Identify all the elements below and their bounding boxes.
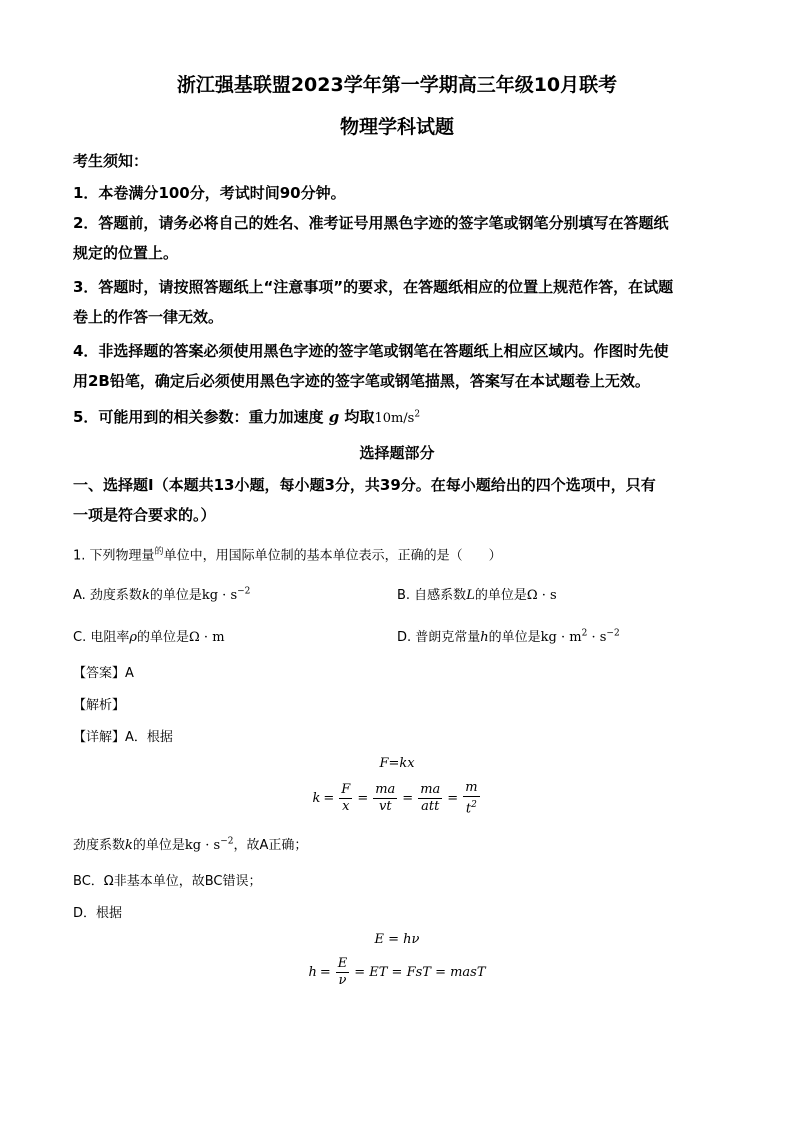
- part1-instruction-line-2: 一项是符合要求的。）: [73, 506, 216, 524]
- conclusion-a: 劲度系数k的单位是kg · $s^{-2}$，故A正确；: [73, 836, 308, 853]
- detail-label: 【详解】A．根据: [73, 730, 173, 745]
- option-a: A. 劲度系数k的单位是kg · $s^{-2}$: [73, 586, 251, 603]
- stem-mark: 的: [154, 547, 164, 557]
- exam-title: 浙江强基联盟2023学年第一学期高三年级10月联考: [176, 74, 618, 96]
- conclusion-d-intro: D．根据: [73, 906, 123, 921]
- formula-hooke: F=kx: [379, 756, 415, 771]
- section-heading: 选择题部分: [359, 444, 435, 462]
- notice-item-3-line-1: 3．答题时，请按照答题纸上“注意事项”的要求，在答题纸相应的位置上规范作答，在试题: [73, 278, 674, 296]
- analysis-label: 【解析】: [73, 698, 126, 713]
- option-c: C. 电阻率ρ的单位是Ω · m: [73, 630, 225, 645]
- question-1-stem: 1. 下列物理量$^的$单位中，用国际单位制的基本单位表示，正确的是（ ）: [73, 547, 502, 564]
- notice-item-4-line-2: 用2B铅笔，确定后必须使用黑色字迹的签字笔或钢笔描黑，答案写在本试题卷上无效。: [73, 372, 650, 390]
- notice-item-5-text-2: 均取: [344, 408, 375, 426]
- exam-subtitle: 物理学科试题: [339, 116, 454, 138]
- notice-item-3-line-2: 卷上的作答一律无效。: [73, 308, 224, 326]
- part1-instruction-line-1: 一、选择题Ⅰ（本题共13小题，每小题3分，共39分。在每小题给出的四个选项中，只有: [73, 476, 656, 494]
- conclusion-bc: BC．Ω非基本单位，故BC错误；: [73, 874, 262, 889]
- option-d: D. 普朗克常量h的单位是kg · $m^2 \cdot s^{-2}$: [397, 628, 620, 645]
- notice-item-5: [73, 406, 420, 427]
- gravity-value: $10m/s^2$: [374, 409, 421, 426]
- notice-item-2-line-2: 规定的位置上。: [73, 244, 179, 262]
- formula-photon-energy: E = hν: [374, 932, 420, 947]
- formula-k-derivation: k = $\frac{F}{x}$ = $\frac{ma}{vt}$ = $\frac{ma}{\text{att}}$ = $\frac{m}{t^2}$: [312, 780, 478, 817]
- notice-item-1: 1．本卷满分100分，考试时间90分钟。: [73, 184, 346, 202]
- gravity-symbol: g: [328, 408, 340, 426]
- notice-item-4-line-1: 4．非选择题的答案必须使用黑色字迹的签字笔或钢笔在答题纸上相应区域内。作图时先使: [73, 342, 669, 360]
- answer-label: 【答案】A: [73, 666, 134, 681]
- notice-item-5-text: 5．可能用到的相关参数：重力加速度: [73, 408, 324, 426]
- option-b: B. 自感系数L的单位是Ω · s: [397, 588, 557, 603]
- notice-item-2-line-1: 2．答题前，请务必将自己的姓名、准考证号用黑色字迹的签字笔或钢笔分别填写在答题纸: [73, 214, 669, 232]
- notice-heading: 考生须知：: [73, 152, 149, 170]
- formula-h-derivation: h = $\frac{E}{\nu}$ = ET = FsT = masT: [308, 956, 486, 988]
